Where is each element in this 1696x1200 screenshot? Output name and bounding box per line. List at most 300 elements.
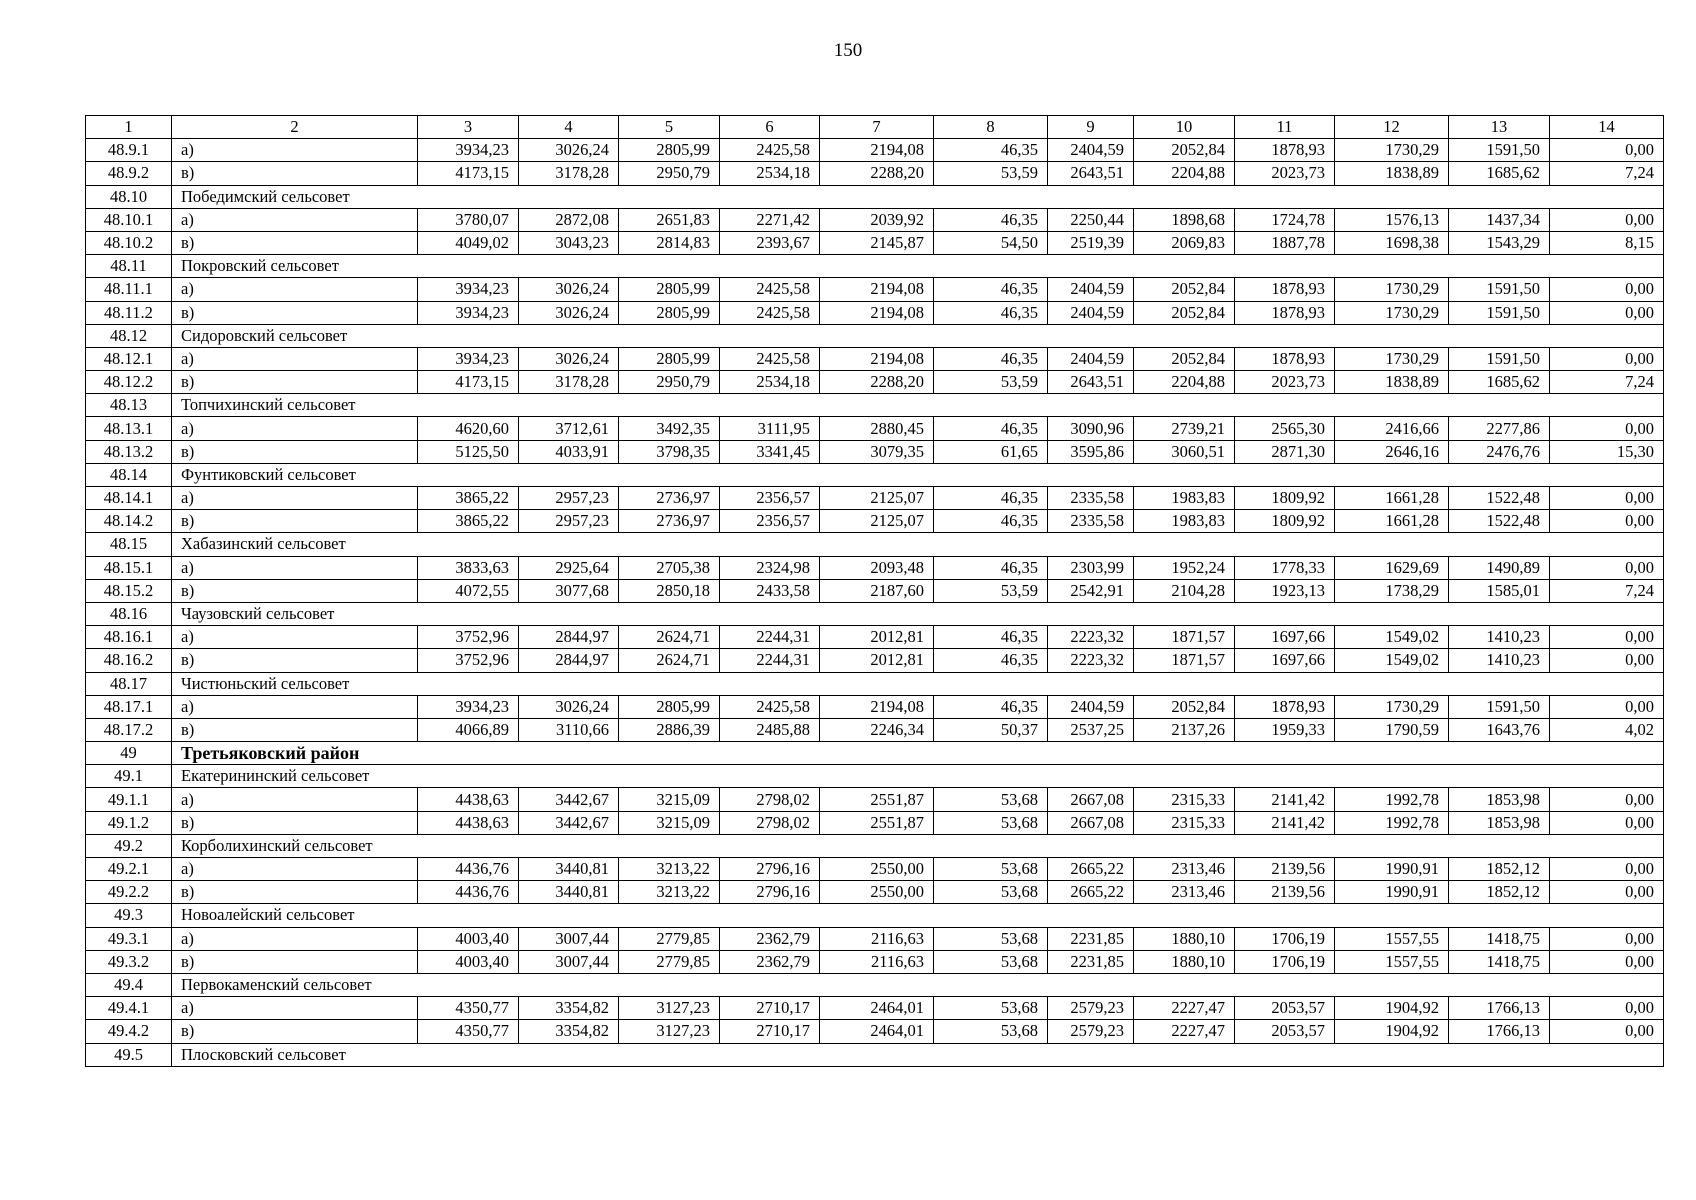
column-header: 9	[1048, 116, 1134, 139]
row-label: в)	[172, 510, 418, 533]
row-code: 49.3.1	[86, 927, 172, 950]
column-header: 7	[820, 116, 934, 139]
value-cell: 0,00	[1550, 487, 1664, 510]
value-cell: 1418,75	[1449, 950, 1550, 973]
row-label: а)	[172, 487, 418, 510]
value-cell: 54,50	[934, 231, 1048, 254]
value-cell: 0,00	[1550, 1020, 1664, 1043]
table-row	[86, 626, 1664, 649]
value-cell: 1706,19	[1235, 950, 1335, 973]
value-cell: 46,35	[934, 278, 1048, 301]
value-cell: 2739,21	[1134, 417, 1235, 440]
value-cell: 53,68	[934, 858, 1048, 881]
value-cell: 53,68	[934, 811, 1048, 834]
table-row	[86, 1020, 1664, 1043]
value-cell: 1697,66	[1235, 626, 1335, 649]
section-name: Екатерининский сельсовет	[172, 765, 1664, 788]
value-cell: 53,68	[934, 950, 1048, 973]
value-cell: 2204,88	[1134, 371, 1235, 394]
value-cell: 3178,28	[519, 162, 619, 185]
value-cell: 1730,29	[1335, 139, 1449, 162]
row-code: 48.16	[86, 602, 172, 625]
section-name: Новоалейский сельсовет	[172, 904, 1664, 927]
value-cell: 2315,33	[1134, 788, 1235, 811]
value-cell: 2643,51	[1048, 162, 1134, 185]
value-cell: 1878,93	[1235, 347, 1335, 370]
row-code: 48.13	[86, 394, 172, 417]
value-cell: 1766,13	[1449, 997, 1550, 1020]
row-label: в)	[172, 718, 418, 741]
value-cell: 1853,98	[1449, 788, 1550, 811]
value-cell: 1990,91	[1335, 881, 1449, 904]
column-header: 5	[619, 116, 720, 139]
value-cell: 2053,57	[1235, 997, 1335, 1020]
row-code: 48.10.2	[86, 231, 172, 254]
row-label: а)	[172, 139, 418, 162]
value-cell: 1887,78	[1235, 231, 1335, 254]
section-row	[86, 1043, 1664, 1066]
value-cell: 2324,98	[720, 556, 820, 579]
value-cell: 3833,63	[418, 556, 519, 579]
value-cell: 1923,13	[1235, 579, 1335, 602]
table-row	[86, 858, 1664, 881]
row-code: 49.3.2	[86, 950, 172, 973]
section-row	[86, 973, 1664, 996]
value-cell: 2139,56	[1235, 881, 1335, 904]
value-cell: 2227,47	[1134, 997, 1235, 1020]
table-row	[86, 139, 1664, 162]
row-code: 49.3	[86, 904, 172, 927]
value-cell: 2012,81	[820, 626, 934, 649]
value-cell: 2404,59	[1048, 695, 1134, 718]
row-code: 49.4.1	[86, 997, 172, 1020]
value-cell: 1809,92	[1235, 487, 1335, 510]
value-cell: 2646,16	[1335, 440, 1449, 463]
value-cell: 2404,59	[1048, 139, 1134, 162]
table-row	[86, 556, 1664, 579]
row-code: 48.17	[86, 672, 172, 695]
value-cell: 1549,02	[1335, 626, 1449, 649]
value-cell: 2052,84	[1134, 301, 1235, 324]
value-cell: 1522,48	[1449, 510, 1550, 533]
row-label: а)	[172, 626, 418, 649]
value-cell: 2850,18	[619, 579, 720, 602]
row-code: 49.5	[86, 1043, 172, 1066]
value-cell: 7,24	[1550, 579, 1664, 602]
value-cell: 2053,57	[1235, 1020, 1335, 1043]
value-cell: 3934,23	[418, 347, 519, 370]
row-code: 48.11.2	[86, 301, 172, 324]
value-cell: 1724,78	[1235, 208, 1335, 231]
value-cell: 4350,77	[418, 1020, 519, 1043]
value-cell: 2052,84	[1134, 695, 1235, 718]
row-code: 49.2.1	[86, 858, 172, 881]
value-cell: 2244,31	[720, 649, 820, 672]
value-cell: 2425,58	[720, 139, 820, 162]
value-cell: 1880,10	[1134, 927, 1235, 950]
value-cell: 3007,44	[519, 927, 619, 950]
value-cell: 1766,13	[1449, 1020, 1550, 1043]
value-cell: 1591,50	[1449, 139, 1550, 162]
value-cell: 1952,24	[1134, 556, 1235, 579]
value-cell: 2194,08	[820, 347, 934, 370]
section-name: Покровский сельсовет	[172, 255, 1664, 278]
value-cell: 1738,29	[1335, 579, 1449, 602]
row-code: 48.17.2	[86, 718, 172, 741]
table-row	[86, 162, 1664, 185]
value-cell: 3865,22	[418, 487, 519, 510]
table-row	[86, 301, 1664, 324]
value-cell: 2485,88	[720, 718, 820, 741]
value-cell: 2223,32	[1048, 649, 1134, 672]
value-cell: 53,59	[934, 371, 1048, 394]
value-cell: 2137,26	[1134, 718, 1235, 741]
value-cell: 3440,81	[519, 858, 619, 881]
row-code: 48.17.1	[86, 695, 172, 718]
row-code: 48.12	[86, 324, 172, 347]
value-cell: 2534,18	[720, 162, 820, 185]
value-cell: 0,00	[1550, 649, 1664, 672]
value-cell: 3111,95	[720, 417, 820, 440]
table-row	[86, 811, 1664, 834]
value-cell: 3752,96	[418, 649, 519, 672]
value-cell: 4003,40	[418, 950, 519, 973]
value-cell: 1706,19	[1235, 927, 1335, 950]
value-cell: 2844,97	[519, 649, 619, 672]
value-cell: 4049,02	[418, 231, 519, 254]
value-cell: 5125,50	[418, 440, 519, 463]
value-cell: 3007,44	[519, 950, 619, 973]
value-cell: 2093,48	[820, 556, 934, 579]
value-cell: 2798,02	[720, 788, 820, 811]
value-cell: 2288,20	[820, 162, 934, 185]
value-cell: 1437,34	[1449, 208, 1550, 231]
value-cell: 1629,69	[1335, 556, 1449, 579]
section-name: Чистюньский сельсовет	[172, 672, 1664, 695]
row-label: в)	[172, 881, 418, 904]
value-cell: 2705,38	[619, 556, 720, 579]
value-cell: 53,59	[934, 162, 1048, 185]
value-cell: 2335,58	[1048, 487, 1134, 510]
value-cell: 4350,77	[418, 997, 519, 1020]
column-header: 12	[1335, 116, 1449, 139]
row-label: в)	[172, 440, 418, 463]
value-cell: 0,00	[1550, 950, 1664, 973]
value-cell: 1557,55	[1335, 927, 1449, 950]
value-cell: 1730,29	[1335, 695, 1449, 718]
column-header: 4	[519, 116, 619, 139]
column-header: 13	[1449, 116, 1550, 139]
row-code: 48.9.2	[86, 162, 172, 185]
value-cell: 3079,35	[820, 440, 934, 463]
row-code: 49.2	[86, 834, 172, 857]
value-cell: 0,00	[1550, 695, 1664, 718]
value-cell: 3442,67	[519, 788, 619, 811]
value-cell: 2303,99	[1048, 556, 1134, 579]
column-header: 14	[1550, 116, 1664, 139]
value-cell: 1904,92	[1335, 1020, 1449, 1043]
section-row	[86, 324, 1664, 347]
page-number: 150	[833, 40, 863, 61]
row-label: а)	[172, 556, 418, 579]
column-header: 8	[934, 116, 1048, 139]
value-cell: 1853,98	[1449, 811, 1550, 834]
value-cell: 2271,42	[720, 208, 820, 231]
value-cell: 4066,89	[418, 718, 519, 741]
value-cell: 1904,92	[1335, 997, 1449, 1020]
section-row	[86, 602, 1664, 625]
column-header: 10	[1134, 116, 1235, 139]
value-cell: 4436,76	[418, 858, 519, 881]
value-cell: 1730,29	[1335, 301, 1449, 324]
row-label: а)	[172, 927, 418, 950]
value-cell: 1898,68	[1134, 208, 1235, 231]
table-row	[86, 579, 1664, 602]
value-cell: 1661,28	[1335, 487, 1449, 510]
value-cell: 1871,57	[1134, 626, 1235, 649]
column-header: 3	[418, 116, 519, 139]
table-row	[86, 649, 1664, 672]
value-cell: 1878,93	[1235, 301, 1335, 324]
value-cell: 46,35	[934, 139, 1048, 162]
row-label: в)	[172, 371, 418, 394]
table-row	[86, 278, 1664, 301]
value-cell: 4173,15	[418, 162, 519, 185]
value-cell: 2665,22	[1048, 858, 1134, 881]
row-label: а)	[172, 788, 418, 811]
value-cell: 2315,33	[1134, 811, 1235, 834]
row-code: 48.14	[86, 463, 172, 486]
value-cell: 46,35	[934, 417, 1048, 440]
row-code: 49.2.2	[86, 881, 172, 904]
value-cell: 3595,86	[1048, 440, 1134, 463]
value-cell: 2204,88	[1134, 162, 1235, 185]
value-cell: 46,35	[934, 347, 1048, 370]
row-code: 48.13.2	[86, 440, 172, 463]
value-cell: 2957,23	[519, 510, 619, 533]
row-code: 48.15.2	[86, 579, 172, 602]
value-cell: 7,24	[1550, 371, 1664, 394]
value-cell: 3026,24	[519, 278, 619, 301]
value-cell: 3178,28	[519, 371, 619, 394]
value-cell: 61,65	[934, 440, 1048, 463]
value-cell: 2244,31	[720, 626, 820, 649]
row-code: 48.9.1	[86, 139, 172, 162]
value-cell: 3026,24	[519, 695, 619, 718]
value-cell: 53,68	[934, 927, 1048, 950]
value-cell: 2356,57	[720, 487, 820, 510]
value-cell: 2139,56	[1235, 858, 1335, 881]
value-cell: 46,35	[934, 626, 1048, 649]
value-cell: 46,35	[934, 695, 1048, 718]
value-cell: 53,68	[934, 788, 1048, 811]
value-cell: 0,00	[1550, 881, 1664, 904]
value-cell: 2651,83	[619, 208, 720, 231]
table-row	[86, 788, 1664, 811]
value-cell: 1992,78	[1335, 811, 1449, 834]
value-cell: 2464,01	[820, 1020, 934, 1043]
value-cell: 2194,08	[820, 278, 934, 301]
value-cell: 2069,83	[1134, 231, 1235, 254]
value-cell: 1959,33	[1235, 718, 1335, 741]
value-cell: 1852,12	[1449, 881, 1550, 904]
value-cell: 2736,97	[619, 510, 720, 533]
value-cell: 3934,23	[418, 695, 519, 718]
row-code: 48.10.1	[86, 208, 172, 231]
value-cell: 4620,60	[418, 417, 519, 440]
section-name: Сидоровский сельсовет	[172, 324, 1664, 347]
value-cell: 4438,63	[418, 811, 519, 834]
table-body	[86, 116, 1664, 1067]
section-name: Первокаменский сельсовет	[172, 973, 1664, 996]
value-cell: 1685,62	[1449, 162, 1550, 185]
value-cell: 1871,57	[1134, 649, 1235, 672]
value-cell: 7,24	[1550, 162, 1664, 185]
value-cell: 3752,96	[418, 626, 519, 649]
value-cell: 0,00	[1550, 788, 1664, 811]
value-cell: 2950,79	[619, 162, 720, 185]
value-cell: 1661,28	[1335, 510, 1449, 533]
value-cell: 0,00	[1550, 208, 1664, 231]
row-code: 49.4.2	[86, 1020, 172, 1043]
value-cell: 2104,28	[1134, 579, 1235, 602]
value-cell: 1591,50	[1449, 301, 1550, 324]
value-cell: 2313,46	[1134, 881, 1235, 904]
value-cell: 0,00	[1550, 997, 1664, 1020]
value-cell: 1543,29	[1449, 231, 1550, 254]
value-cell: 1698,38	[1335, 231, 1449, 254]
value-cell: 2550,00	[820, 881, 934, 904]
value-cell: 8,15	[1550, 231, 1664, 254]
value-cell: 2313,46	[1134, 858, 1235, 881]
value-cell: 3215,09	[619, 811, 720, 834]
value-cell: 2805,99	[619, 139, 720, 162]
section-name: Плосковский сельсовет	[172, 1043, 1664, 1066]
value-cell: 50,37	[934, 718, 1048, 741]
value-cell: 2052,84	[1134, 139, 1235, 162]
value-cell: 1880,10	[1134, 950, 1235, 973]
value-cell: 1878,93	[1235, 139, 1335, 162]
value-cell: 2425,58	[720, 301, 820, 324]
value-cell: 46,35	[934, 649, 1048, 672]
row-code: 49.1	[86, 765, 172, 788]
value-cell: 3215,09	[619, 788, 720, 811]
value-cell: 3127,23	[619, 997, 720, 1020]
section-name: Хабазинский сельсовет	[172, 533, 1664, 556]
value-cell: 1591,50	[1449, 347, 1550, 370]
value-cell: 2223,32	[1048, 626, 1134, 649]
row-code: 48.14.2	[86, 510, 172, 533]
value-cell: 2579,23	[1048, 1020, 1134, 1043]
value-cell: 2667,08	[1048, 788, 1134, 811]
row-code: 48.15.1	[86, 556, 172, 579]
value-cell: 2814,83	[619, 231, 720, 254]
value-cell: 2476,76	[1449, 440, 1550, 463]
row-label: в)	[172, 950, 418, 973]
section-name: Корболихинский сельсовет	[172, 834, 1664, 857]
value-cell: 15,30	[1550, 440, 1664, 463]
value-cell: 46,35	[934, 556, 1048, 579]
value-cell: 2023,73	[1235, 371, 1335, 394]
value-cell: 2335,58	[1048, 510, 1134, 533]
row-code: 49	[86, 742, 172, 765]
value-cell: 1838,89	[1335, 371, 1449, 394]
value-cell: 2393,67	[720, 231, 820, 254]
table-row	[86, 208, 1664, 231]
value-cell: 46,35	[934, 301, 1048, 324]
value-cell: 2579,23	[1048, 997, 1134, 1020]
value-cell: 2565,30	[1235, 417, 1335, 440]
value-cell: 2404,59	[1048, 347, 1134, 370]
value-cell: 3026,24	[519, 301, 619, 324]
value-cell: 53,68	[934, 1020, 1048, 1043]
value-cell: 2356,57	[720, 510, 820, 533]
value-cell: 1549,02	[1335, 649, 1449, 672]
row-code: 48.10	[86, 185, 172, 208]
value-cell: 3213,22	[619, 858, 720, 881]
value-cell: 1990,91	[1335, 858, 1449, 881]
section-name: Победимский сельсовет	[172, 185, 1664, 208]
value-cell: 1983,83	[1134, 487, 1235, 510]
value-cell: 2537,25	[1048, 718, 1134, 741]
row-label: в)	[172, 579, 418, 602]
row-code: 48.15	[86, 533, 172, 556]
value-cell: 0,00	[1550, 556, 1664, 579]
value-cell: 2736,97	[619, 487, 720, 510]
value-cell: 2871,30	[1235, 440, 1335, 463]
table-row	[86, 881, 1664, 904]
value-cell: 3127,23	[619, 1020, 720, 1043]
table-row	[86, 231, 1664, 254]
value-cell: 2425,58	[720, 695, 820, 718]
value-cell: 2796,16	[720, 881, 820, 904]
value-cell: 2288,20	[820, 371, 934, 394]
header-row	[86, 116, 1664, 139]
value-cell: 2231,85	[1048, 927, 1134, 950]
section-name: Топчихинский сельсовет	[172, 394, 1664, 417]
value-cell: 53,68	[934, 881, 1048, 904]
row-label: а)	[172, 695, 418, 718]
value-cell: 2710,17	[720, 997, 820, 1020]
value-cell: 2542,91	[1048, 579, 1134, 602]
row-label: в)	[172, 231, 418, 254]
value-cell: 2416,66	[1335, 417, 1449, 440]
value-cell: 2362,79	[720, 927, 820, 950]
value-cell: 2052,84	[1134, 278, 1235, 301]
table-row	[86, 347, 1664, 370]
row-code: 48.14.1	[86, 487, 172, 510]
column-header: 11	[1235, 116, 1335, 139]
value-cell: 2880,45	[820, 417, 934, 440]
row-label: а)	[172, 278, 418, 301]
value-cell: 2950,79	[619, 371, 720, 394]
value-cell: 53,59	[934, 579, 1048, 602]
value-cell: 2145,87	[820, 231, 934, 254]
value-cell: 2141,42	[1235, 788, 1335, 811]
value-cell: 3440,81	[519, 881, 619, 904]
value-cell: 2798,02	[720, 811, 820, 834]
value-cell: 2187,60	[820, 579, 934, 602]
value-cell: 2957,23	[519, 487, 619, 510]
value-cell: 3341,45	[720, 440, 820, 463]
value-cell: 3026,24	[519, 347, 619, 370]
value-cell: 3043,23	[519, 231, 619, 254]
row-label: в)	[172, 301, 418, 324]
value-cell: 2362,79	[720, 950, 820, 973]
value-cell: 4072,55	[418, 579, 519, 602]
district-row	[86, 742, 1664, 765]
value-cell: 3492,35	[619, 417, 720, 440]
